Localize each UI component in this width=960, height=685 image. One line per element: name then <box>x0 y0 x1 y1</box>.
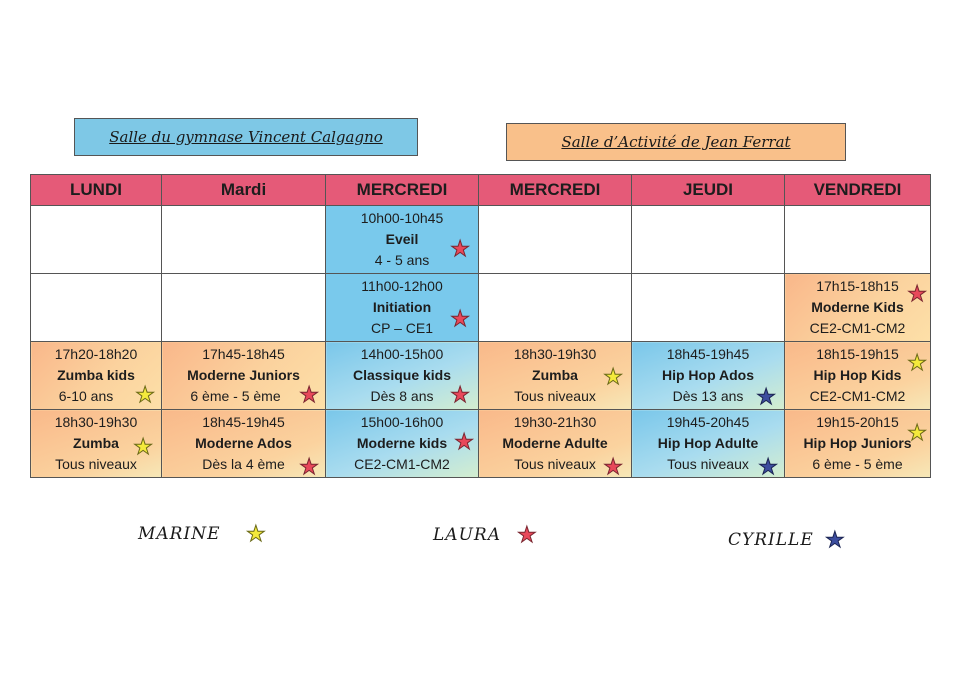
class-name: Initiation <box>372 299 432 315</box>
class-level: Dès 8 ans <box>370 388 434 404</box>
class-name: Hip Hop Ados <box>661 367 755 383</box>
class-name: Moderne Kids <box>811 299 904 315</box>
schedule-header-row <box>31 175 931 206</box>
table-row <box>31 274 931 342</box>
class-level: 6 ème - 5 ème <box>190 388 281 404</box>
class-level: 4 - 5 ans <box>374 252 430 268</box>
navy-star-icon: ★ <box>756 384 776 409</box>
class-cell <box>326 410 479 478</box>
room-label-jean-ferrat-text: Salle d’Activité de Jean Ferrat <box>561 133 791 151</box>
day-header-mercredi-a: MERCREDI <box>326 175 479 206</box>
class-time: 10h00-10h45 <box>360 210 444 226</box>
class-level: Dès la 4 ème <box>202 456 285 472</box>
class-name: Hip Hop Juniors <box>803 435 912 451</box>
class-time: 19h45-20h45 <box>666 414 750 430</box>
legend-teacher-cyrille: CYRILLE <box>728 530 814 550</box>
yellow-star-icon: ★ <box>135 382 155 407</box>
class-time: 15h00-16h00 <box>360 414 444 430</box>
class-cell <box>632 342 785 410</box>
class-level: Dès 13 ans <box>672 388 744 404</box>
class-name: Moderne Juniors <box>187 367 300 383</box>
day-header-mardi: Mardi <box>162 175 326 206</box>
class-cell <box>785 274 931 342</box>
red-star-icon: ★ <box>299 382 319 407</box>
class-time: 17h15-18h15 <box>816 278 899 294</box>
class-time: 18h45-19h45 <box>202 414 285 430</box>
class-level: 6-10 ans <box>58 388 114 404</box>
empty-cell <box>785 206 931 274</box>
class-level: CE2-CM1-CM2 <box>354 456 450 472</box>
class-name: Zumba <box>532 367 578 383</box>
class-name: Moderne kids <box>356 435 448 451</box>
legend-teacher-laura: LAURA <box>433 525 501 545</box>
class-name: Hip Hop Adulte <box>657 435 759 451</box>
class-level: CE2-CM1-CM2 <box>809 388 906 404</box>
class-time: 11h00-12h00 <box>361 278 443 294</box>
class-time: 14h00-15h00 <box>360 346 444 362</box>
class-level: CP – CE1 <box>371 320 433 336</box>
table-row <box>31 410 931 478</box>
empty-cell <box>162 274 326 342</box>
day-header-vendredi: VENDREDI <box>785 175 931 206</box>
red-star-icon: ★ <box>454 429 474 454</box>
legend-teacher-marine: MARINE <box>138 524 221 544</box>
class-time: 18h30-19h30 <box>513 346 597 362</box>
room-label-jean-ferrat <box>506 123 846 161</box>
empty-cell <box>162 206 326 274</box>
class-cell <box>785 410 931 478</box>
empty-cell <box>31 206 162 274</box>
yellow-star-icon: ★ <box>907 350 927 375</box>
class-name: Moderne Ados <box>195 435 292 451</box>
table-row <box>31 206 931 274</box>
class-level: Tous niveaux <box>55 456 137 472</box>
class-name: Zumba <box>73 435 119 451</box>
class-name: Hip Hop Kids <box>813 367 902 383</box>
class-level: Tous niveaux <box>667 456 749 472</box>
navy-star-icon: ★ <box>758 454 778 479</box>
class-level: CE2-CM1-CM2 <box>809 320 906 336</box>
yellow-star-icon: ★ <box>907 420 927 445</box>
red-star-icon: ★ <box>450 306 470 331</box>
empty-cell <box>479 274 632 342</box>
class-time: 19h30-21h30 <box>513 414 597 430</box>
yellow-star-icon: ★ <box>246 521 266 546</box>
red-star-icon: ★ <box>299 454 319 479</box>
empty-cell <box>31 274 162 342</box>
navy-star-icon: ★ <box>825 527 845 552</box>
class-cell <box>162 342 326 410</box>
class-cell <box>162 410 326 478</box>
class-cell <box>31 342 162 410</box>
class-cell <box>479 342 632 410</box>
red-star-icon: ★ <box>450 382 470 407</box>
class-time: 17h45-18h45 <box>202 346 285 362</box>
class-name: Moderne Adulte <box>502 435 608 451</box>
yellow-star-icon: ★ <box>603 364 623 389</box>
room-label-gymnase-text: Salle du gymnase Vincent Calgagno <box>109 128 383 146</box>
class-time: 18h15-19h15 <box>816 346 899 362</box>
class-cell <box>479 410 632 478</box>
class-time: 19h15-20h15 <box>816 414 899 430</box>
class-cell <box>632 410 785 478</box>
class-cell <box>326 274 479 342</box>
class-time: 18h45-19h45 <box>666 346 750 362</box>
empty-cell <box>479 206 632 274</box>
schedule-table <box>30 174 931 478</box>
class-cell <box>326 206 479 274</box>
red-star-icon: ★ <box>517 522 537 547</box>
class-cell <box>31 410 162 478</box>
red-star-icon: ★ <box>907 281 927 306</box>
class-level: Tous niveaux <box>514 456 596 472</box>
class-name: Zumba kids <box>57 367 135 383</box>
yellow-star-icon: ★ <box>133 434 153 459</box>
class-cell <box>326 342 479 410</box>
day-header-mercredi-b: MERCREDI <box>479 175 632 206</box>
class-level: Tous niveaux <box>514 388 596 404</box>
class-level: 6 ème - 5 ème <box>812 456 903 472</box>
class-name: Classique kids <box>352 367 452 383</box>
empty-cell <box>632 274 785 342</box>
class-cell <box>785 342 931 410</box>
class-time: 17h20-18h20 <box>54 346 138 362</box>
day-header-jeudi: JEUDI <box>632 175 785 206</box>
class-name: Eveil <box>385 231 419 247</box>
room-label-gymnase <box>74 118 418 156</box>
red-star-icon: ★ <box>450 236 470 261</box>
day-header-lundi: LUNDI <box>31 175 162 206</box>
empty-cell <box>632 206 785 274</box>
class-time: 18h30-19h30 <box>54 414 138 430</box>
table-row <box>31 342 931 410</box>
red-star-icon: ★ <box>603 454 623 479</box>
